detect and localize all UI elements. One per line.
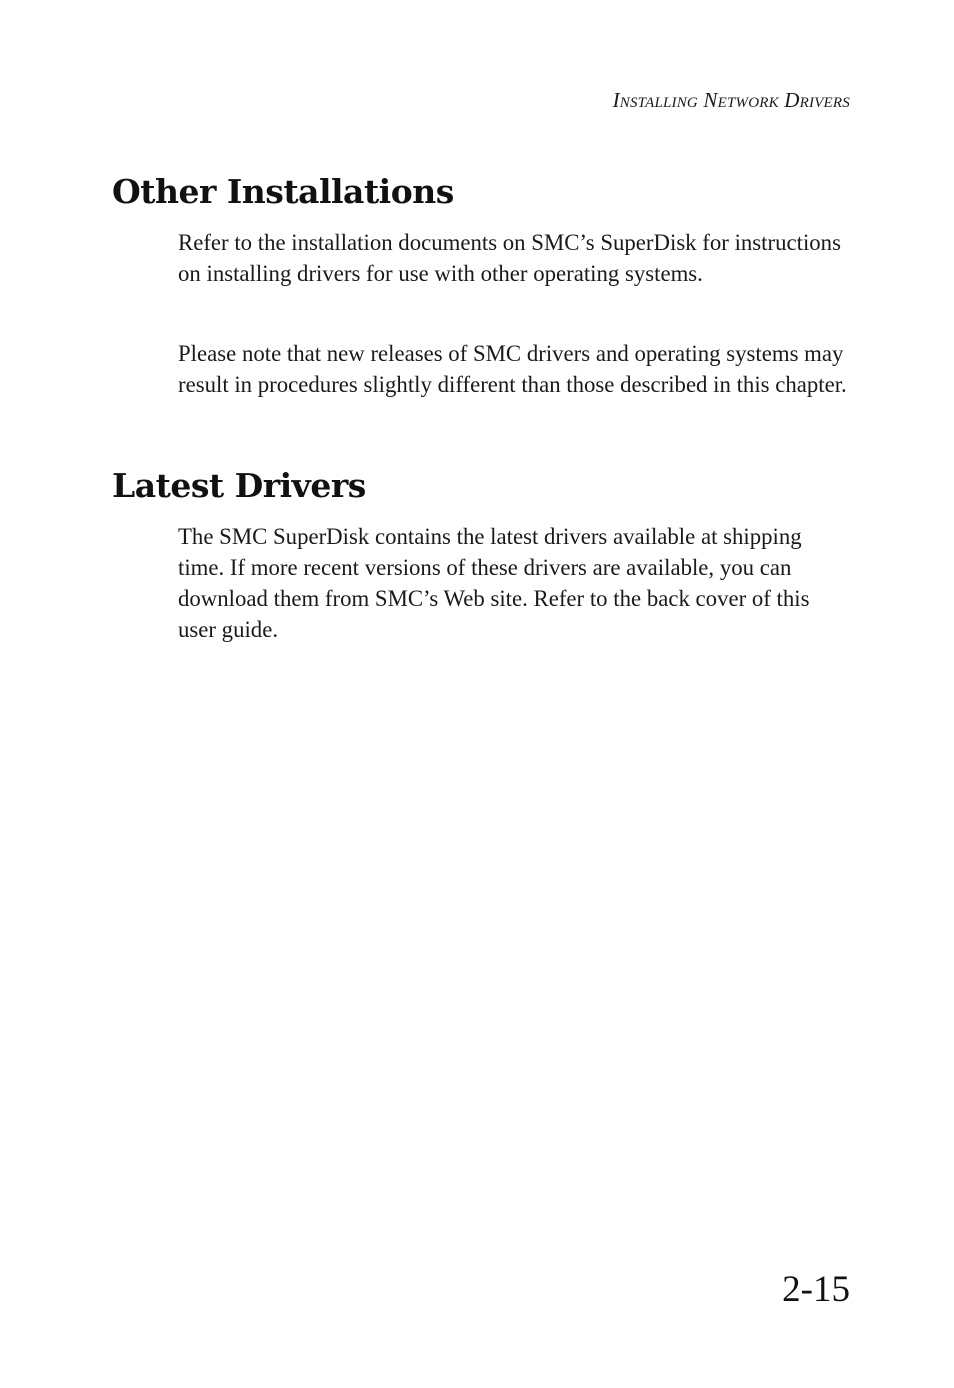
page-number: 2-15 [782,1269,850,1310]
paragraph-latest-drivers: The SMC SuperDisk contains the latest drivers available at shipping time. If more recent versions of these drivers are available, you can download them from SMC’s Web site. Refer to the back cover of this user guide. [178,524,810,642]
section-heading-latest-drivers: Latest Drivers [112,466,366,505]
paragraph-release-note: Please note that new releases of SMC drivers and operating systems may result in procedures slightly different than those described in this chapter. [178,341,847,397]
section-heading-other-installations: Other Installations [112,172,454,211]
paragraph-superdisk-documents: Refer to the installation documents on SMC’s SuperDisk for instructions on installing drivers for use with other operating systems. [178,230,841,286]
running-header: Installing Network Drivers [612,88,850,112]
